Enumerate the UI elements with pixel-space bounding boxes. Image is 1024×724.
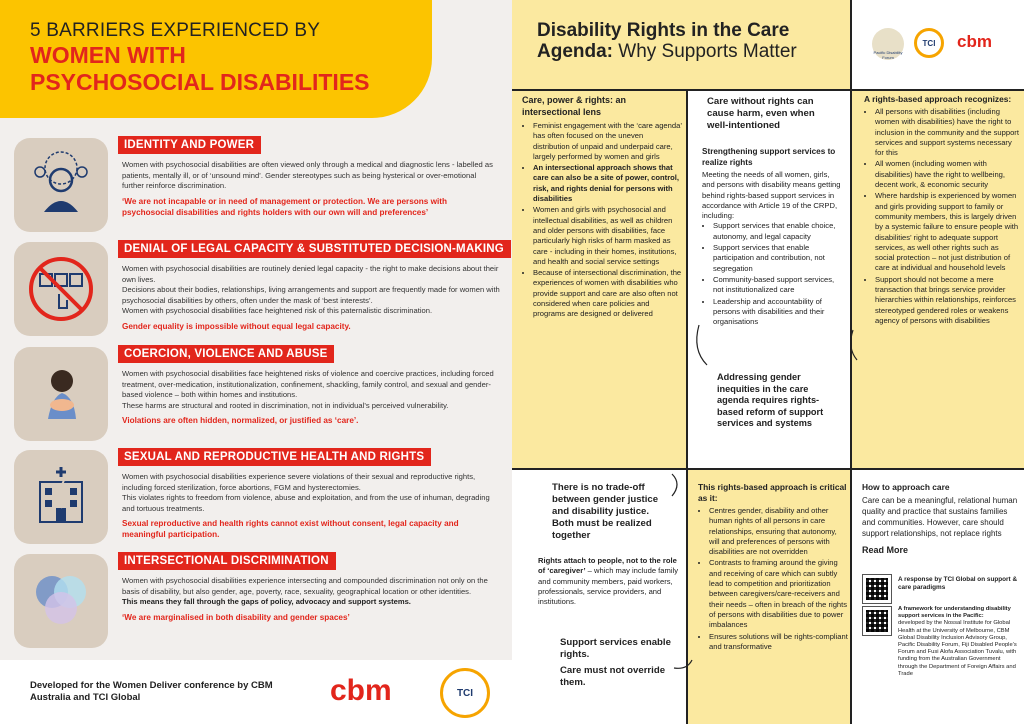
left-footer — [0, 660, 512, 724]
pdf-logo-text: Pacific Disability Forum — [873, 50, 903, 60]
section-text: This means they fall through the gaps of policy, advocacy and support systems. — [122, 597, 411, 607]
section-title: INTERSECTIONAL DISCRIMINATION — [118, 552, 336, 570]
callout-no-trade-off: There is no trade-off between gender justice and disability justice. Both must be realized together — [552, 482, 659, 541]
title-line-1: Disability Rights in the Care — [537, 20, 790, 41]
section-body — [122, 264, 500, 332]
section-text: This violates rights to freedom from violence, abuse and exploitation, and from the use of inhuman, degrading and tortuous treatments. — [122, 493, 490, 513]
footer-credit: Developed for the Women Deliver conference by CBM Australia and TCI Global — [30, 680, 273, 703]
section-quote: ‘We are marginalised in both disability and gender spaces’ — [122, 612, 350, 622]
section-text: Women with psychosocial disabilities experience severe violations of their sexual and reproductive rights, including forced sterilization, force abortions, FGM and hysterectomies. — [122, 472, 476, 492]
person-thought-icon — [14, 138, 108, 232]
list-item: • Feminist engagement with the ‘care agenda’ has often focused on the uneven distribution of unpaid and underpaid care, largely performed by women and girls — [533, 121, 682, 162]
section-text: Decisions about their bodies, relationships, living arrangements and support are frequently made for women with psychosocial disabilities by others, often under the mask of ‘best interests’. — [122, 285, 500, 305]
arrow-icon — [697, 325, 707, 365]
section-body — [122, 576, 500, 623]
section-quote: Gender equality is impossible without equal legal capacity. — [122, 321, 351, 331]
arrow-icon — [674, 660, 692, 668]
list-item: • Women and girls with psychosocial and intellectual disabilities, as well as children and older persons with disabilities, face particularly high risks of harm masked as care - including in their homes, institutions, and health and social service settings — [533, 205, 682, 267]
link2-head: A framework for understanding disability support services in the Pacific: — [898, 606, 1011, 620]
section-coercion — [12, 345, 508, 445]
section-sexual-reproductive — [12, 448, 508, 548]
prohibited-decision-icon — [14, 242, 108, 336]
section-title: SEXUAL AND REPRODUCTIVE HEALTH AND RIGHTS — [118, 448, 431, 466]
header-small: 5 BARRIERS EXPERIENCED BY — [30, 20, 321, 41]
rights-attach-body: – which may include family and community members, paid workers, professionals, service providers, and institutions. — [538, 566, 678, 607]
barriers-header — [0, 0, 432, 118]
cbm-logo: cbm — [330, 674, 392, 707]
list-item: • Community-based support services, not institutionalized care — [713, 275, 844, 296]
section-body — [122, 472, 500, 540]
section-text: Women with psychosocial disabilities face heightened risk of this paternalistic discrimination. — [122, 306, 433, 316]
section-text: Women with psychosocial disabilities experience intersecting and compounded discrimination not only on the basis of disability, but also gender, age, poverty, race, sexuality, geographical location or other identities. — [122, 576, 488, 596]
list-item: • Support should not become a mere transaction that brings service provider hierarchies within relationships, reinforces stereotyped gendered roles or weakens agency of persons with disabilities — [875, 275, 1020, 326]
rights-attach-head: Rights attach to people, not to the role of ‘caregiver’ — [538, 556, 677, 576]
hospital-building-icon — [14, 450, 108, 544]
section-legal-capacity — [12, 240, 508, 340]
section-text: Women with psychosocial disabilities face heightened risks of violence and coercive practices, including forced treatment, over-medication, institutionalization, confinement, shackling, family control, and sexual and gender-based violence – both within homes and institutions. — [122, 369, 494, 400]
section-text: Women with psychosocial disabilities are routinely denied legal capacity - the right to make decisions about their own lives. — [122, 264, 499, 284]
section-quote: Sexual reproductive and health rights cannot exist without consent, legal capacity and meaningful participation. — [122, 519, 459, 540]
list-item: • Support services that enable participation and contribution, not segregation — [713, 243, 844, 274]
arrow-icon — [672, 474, 677, 496]
list-item: • Ensures solutions will be rights-compliant and transformative — [709, 632, 848, 653]
link2-body: developed by the Nossal Institute for Global Health at the University of Melbourne, CBM Global Disability Inclusion Advisory Group, Pacific Disability Forum, Fiji Disabled People’s Forum and Fusi Alofa Association Tuvalu, with funding from the Australian Government through the Department of Foreign Affairs and Trade — [898, 620, 1017, 677]
care-agenda-panel — [512, 0, 1024, 724]
cbm-logo-small: cbm — [957, 32, 992, 51]
section-body — [122, 369, 500, 426]
distressed-woman-icon — [14, 347, 108, 441]
list-item: • Leadership and accountability of persons with disabilities and their organisations — [713, 297, 844, 328]
tci-logo-text: TCI — [456, 687, 474, 699]
tci-logo-small-text: TCI — [922, 38, 936, 48]
title-agenda: Agenda: — [537, 41, 613, 62]
callout-addressing-inequities: Addressing gender inequities in the care agenda requires rights-based reform of support services and systems — [717, 372, 824, 428]
header-big-2: PSYCHOSOCIAL DISABILITIES — [30, 69, 370, 95]
list-item: • Contrasts to framing around the giving and receiving of care which can subtly lead to competition and prioritization between caregivers/care-receivers and their needs – often in breach of the rights of persons with disabilities due to power imbalances — [709, 558, 848, 630]
bottom3-heading: How to approach care — [862, 482, 950, 492]
list-item: • Support services that enable choice, autonomy, and legal capacity — [713, 221, 844, 242]
list-item: • All women (including women with disabilities) have the right to wellbeing, decent work, & economic security — [875, 159, 1020, 190]
section-title: DENIAL OF LEGAL CAPACITY & SUBSTITUTED DECISION-MAKING — [118, 240, 511, 258]
list-item: • Centres gender, disability and other human rights of all persons in care relationships, ensuring that autonomy, will and preferences of persons with disabilities are not overridden — [709, 506, 848, 557]
list-item: • Where hardship is experienced by women and girls providing support to family or community members, this is largely driven by a systemic failure to ensure people with disabilities’ right to adequate support services, as well other rights such as social protection – not just distribution of care at individual and household levels — [875, 191, 1020, 273]
section-title: IDENTITY AND POWER — [118, 136, 261, 154]
read-more-link-1[interactable]: A response by TCI Global on support & care paradigms — [898, 576, 1018, 591]
arrows-overlay — [512, 0, 1024, 724]
callout-support-line-2: Care must not override them. — [560, 665, 666, 688]
section-quote: ‘We are not incapable or in need of management or protection. We are persons with psychosocial disabilities and rights holders with our own will and preferences’ — [122, 196, 447, 217]
title-subtitle: Why Supports Matter — [613, 41, 797, 62]
tci-logo — [440, 668, 490, 718]
section-quote: Violations are often hidden, normalized, or justified as ‘care’. — [122, 416, 359, 426]
section-body — [122, 160, 500, 218]
col2-intro: Meeting the needs of all women, girls, and persons with disability means getting behind rights-based support services in accordance with Article 19 of the CRPD, including: — [702, 170, 841, 221]
callout-support-line-1: Support services enable rights. — [560, 637, 671, 660]
section-intersectional — [12, 552, 508, 652]
read-more-heading: Read More — [862, 545, 909, 555]
col3-heading: A rights-based approach recognizes: — [864, 94, 1012, 104]
section-text: These harms are structural and rooted in discrimination, not in individual’s perceived vulnerability. — [122, 400, 449, 410]
list-item: • An intersectional approach shows that care can also be a site of power, control, risk, and rights denial for persons with disabilities — [533, 163, 682, 204]
list-item: • Because of intersectional discrimination, the experiences of women with disabilities who provide support and care are also often not considered when care policies and programs are designed or delivered — [533, 268, 682, 319]
arrow-icon — [851, 330, 857, 360]
col1-heading: Care, power & rights: an intersectional lens — [522, 95, 627, 117]
bottom3-text: Care can be a meaningful, relational human quality and practice that sustains families and communities. However, care should support relationships, not replace rights — [862, 496, 1018, 538]
section-identity-power — [12, 136, 508, 236]
section-text: Women with psychosocial disabilities are often viewed only through a medical and diagnostic lens - labelled as patients, mentally ill, or of ‘unsound mind’. Gender stereotypes such as being hysterical or over-emotional further reinforce discrimination. — [122, 160, 493, 191]
col2-heading: Strengthening support services to realize rights — [702, 147, 836, 167]
list-item: • All persons with disabilities (including women with disabilities) have the right to inclusion in the community and the support services and support systems necessary for this — [875, 107, 1020, 158]
section-title: COERCION, VIOLENCE AND ABUSE — [118, 345, 334, 363]
bottom2-heading: This rights-based approach is critical as it: — [698, 482, 847, 503]
callout-care-without-rights: Care without rights can cause harm, even when well-intentioned — [707, 96, 815, 131]
header-big-1: WOMEN WITH — [30, 42, 186, 68]
overlapping-circles-icon — [14, 554, 108, 648]
